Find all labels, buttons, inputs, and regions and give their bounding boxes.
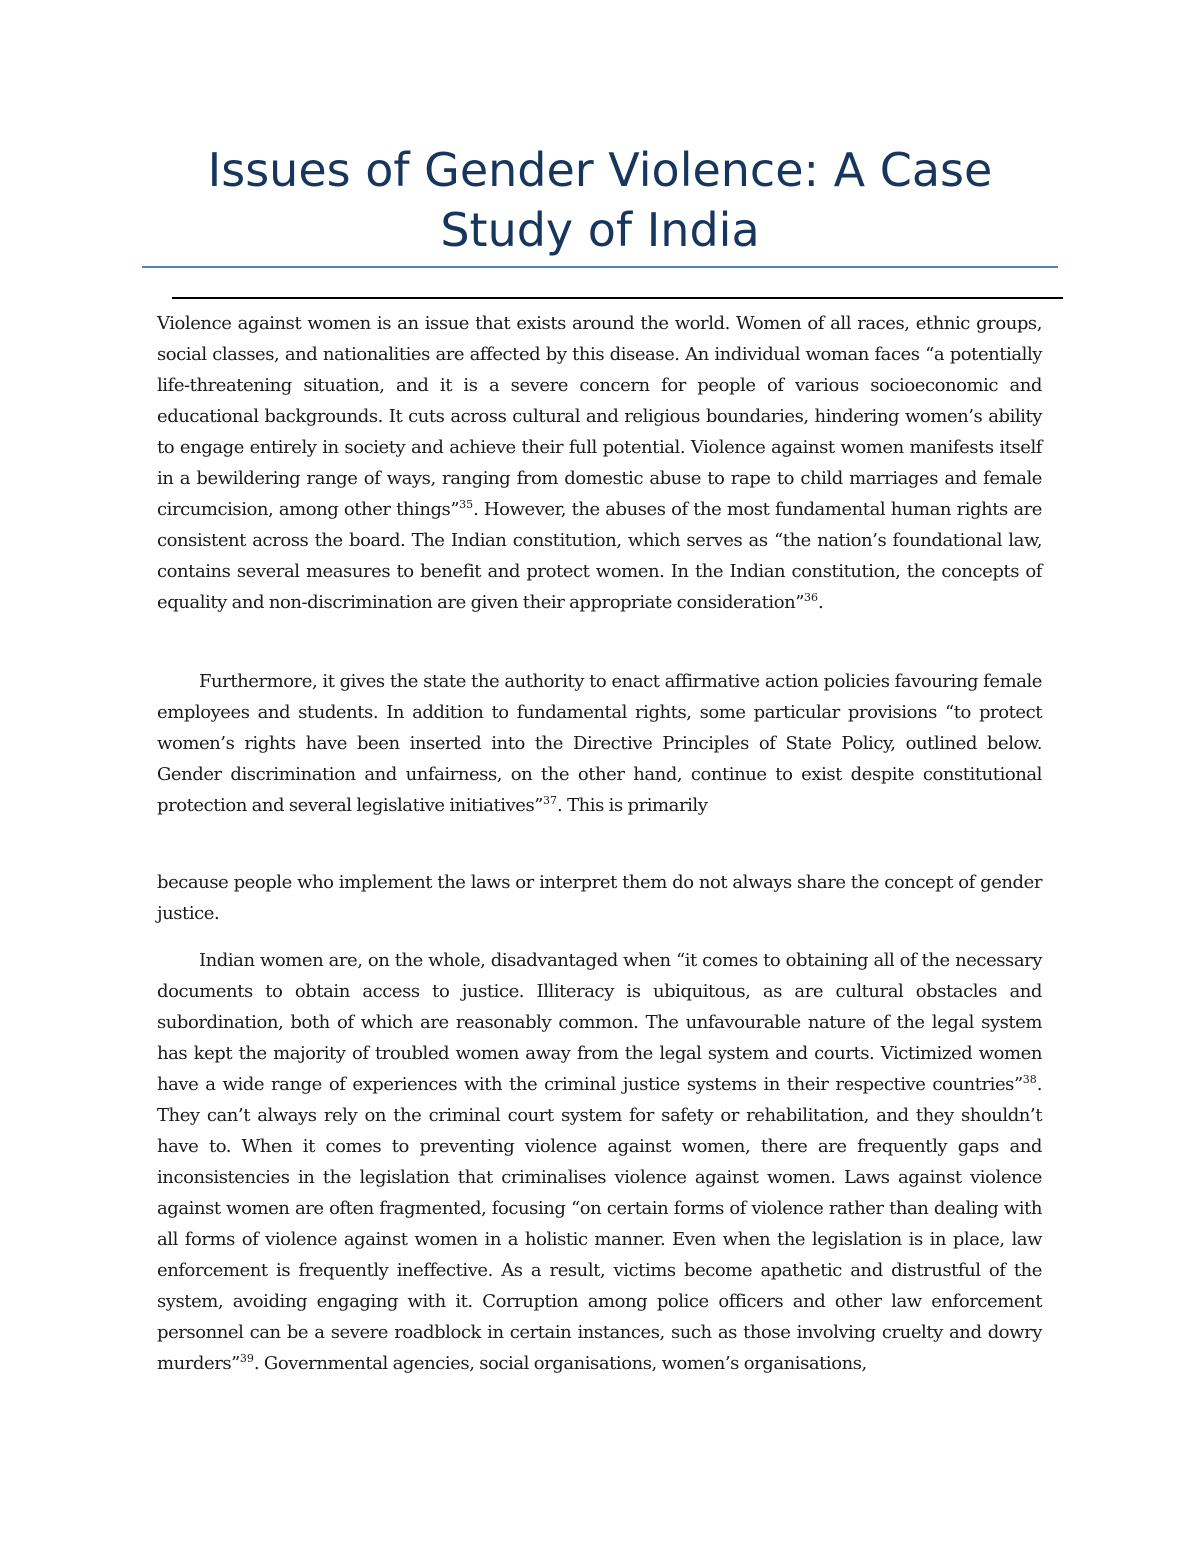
document-title: Issues of Gender Violence: A Case Study of India	[207, 143, 993, 257]
paragraph-1-end: .	[818, 592, 824, 613]
footnote-37: 37	[543, 794, 558, 807]
paragraph-1-text: Violence against women is an issue that exists around the world. Women of all races, ethnic groups, social classes, and nationalities are affected by this disease. An individual woman faces “a potentially life-threatening situation, and it is a severe concern for people of various socioeconomic and educational backgrounds. It cuts across cultural and religious boundaries, hindering women’s ability to engage entirely in society and achieve their full potential. Violence against women manifests itself in a bewildering range of ways, ranging from domestic abuse to rape to child marriages and female circumcision, among other things”	[157, 313, 1042, 520]
footnote-36: 36	[804, 591, 819, 604]
title-underline	[142, 266, 1058, 268]
footnote-35: 35	[459, 498, 474, 511]
paragraph-4	[157, 945, 1042, 1379]
paragraph-4-end: . Governmental agencies, social organisations, women’s organisations,	[253, 1353, 867, 1374]
paragraph-4-text: Indian women are, on the whole, disadvantaged when “it comes to obtaining all of the necessary documents to obtain access to justice. Illiteracy is ubiquitous, as are cultural obstacles and subordination, both of which are reasonably common. The unfavourable nature of the legal system has kept the majority of troubled women away from the legal system and courts. Victimized women have a wide range of experiences with the criminal justice systems in their respective countries”	[157, 950, 1042, 1095]
footnote-38: 38	[1022, 1073, 1037, 1086]
paragraph-2-text: Furthermore, it gives the state the authority to enact affirmative action policies favouring female employees and students. In addition to fundamental rights, some particular provisions “to protect women’s rights have been inserted into the Directive Principles of State Policy, outlined below. Gender discrimination and unfairness, on the other hand, continue to exist despite constitutional protection and several legislative initiatives”	[157, 671, 1042, 816]
section-divider	[172, 297, 1063, 299]
paragraph-4-continuation: . They can’t always rely on the criminal court system for safety or rehabilitation, and they shouldn’t have to. When it comes to preventing violence against women, there are frequently gaps and inconsistencies in the legislation that criminalises violence against women. Laws against violence against women are often fragmented, focusing “on certain forms of violence rather than dealing with all forms of violence against women in a holistic manner. Even when the legislation is in place, law enforcement is frequently ineffective. As a result, victims become apathetic and distrustful of the system, avoiding engaging with it. Corruption among police officers and other law enforcement personnel can be a severe roadblock in certain instances, such as those involving cruelty and dowry murders”	[157, 1074, 1042, 1374]
paragraph-2	[157, 666, 1042, 821]
paragraph-3	[157, 867, 1042, 929]
paragraph-1	[157, 308, 1042, 618]
paragraph-3-text: because people who implement the laws or interpret them do not always share the concept of gender justice.	[157, 872, 1042, 924]
paragraph-2-continuation: . This is primarily	[557, 795, 708, 816]
footnote-39: 39	[239, 1352, 254, 1365]
paragraph-1-continuation: . However, the abuses of the most fundamental human rights are consistent across the board. The Indian constitution, which serves as “the nation’s foundational law, contains several measures to benefit and protect women. In the Indian constitution, the concepts of equality and non-discrimination are given their appropriate consideration”	[157, 499, 1042, 613]
